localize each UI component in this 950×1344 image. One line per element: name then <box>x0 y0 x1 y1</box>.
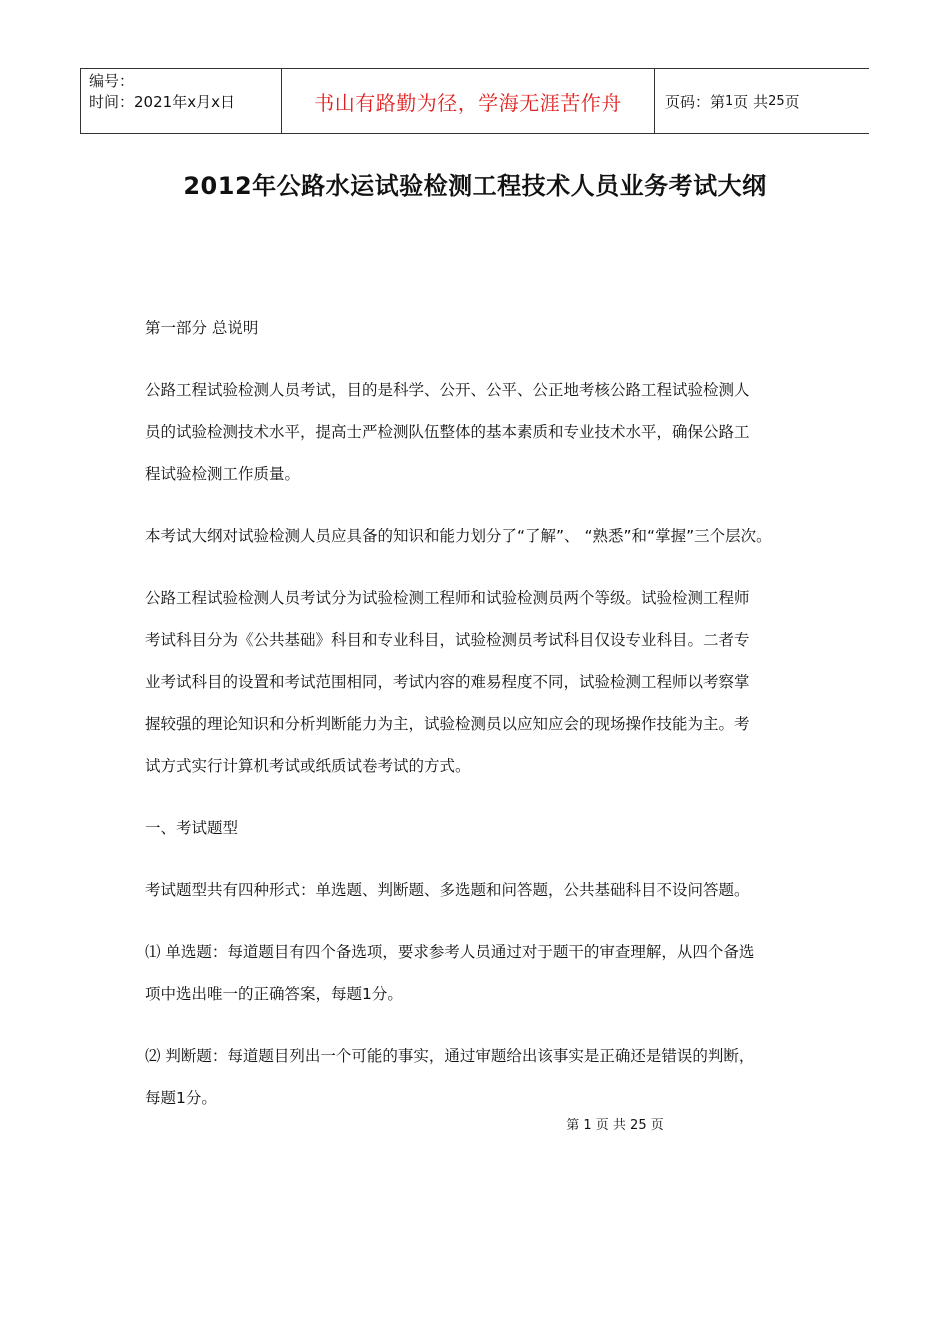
document-body <box>145 307 810 1119</box>
time-label: 时间： <box>89 93 135 111</box>
paragraph-line: 员的试验检测技术水平，提高士严检测队伍整体的基本素质和专业技术水平，确保公路工 <box>145 423 750 441</box>
page-footer <box>0 1114 950 1133</box>
paragraph-line: 业考试科目的设置和考试范围相同，考试内容的难易程度不同，试验检测工程师以考察掌 <box>145 673 750 691</box>
page-label: 页码：第 <box>665 92 726 111</box>
code-label: 编号： <box>89 72 135 90</box>
header-page-cell <box>655 69 869 133</box>
document-header-table <box>80 68 869 134</box>
section-heading: 第一部分 总说明 <box>145 319 259 337</box>
paragraph-line: 公路工程试验检测人员考试，目的是科学、公开、公平、公正地考核公路工程试验检测人 <box>145 381 750 399</box>
paragraph-line: 试方式实行计算机考试或纸质试卷考试的方式。 <box>145 757 471 775</box>
time-line <box>89 92 273 113</box>
paragraph-line: 考试科目分为《公共基础》科目和专业科目，试验检测员考试科目仅设专业科目。二者专 <box>145 631 750 649</box>
paragraph-line: 项中选出唯一的正确答案，每题1分。 <box>145 985 403 1003</box>
paragraph-line: 每题1分。 <box>145 1089 217 1107</box>
footer-page-text: 第 1 页 共 25 页 <box>566 1118 664 1133</box>
paragraph-line: ⑵ 判断题：每道题目列出一个可能的事实，通过审题给出该事实是正确还是错误的判断， <box>145 1047 755 1065</box>
time-rest: 年x月x日 <box>172 93 235 111</box>
page-current: 1 <box>725 93 734 109</box>
paragraph-line: 公路工程试验检测人员考试分为试验检测工程师和试验检测员两个等级。试验检测工程师 <box>145 589 750 607</box>
time-year: 2021 <box>134 93 173 111</box>
header-motto-cell <box>282 69 655 133</box>
document-title: 2012年公路水运试验检测工程技术人员业务考试大纲 <box>183 172 767 200</box>
paragraph-line: 程试验检测工作质量。 <box>145 465 301 483</box>
subsection-heading: 一、考试题型 <box>145 819 239 837</box>
motto-text: 书山有路勤为径，学海无涯苦作舟 <box>314 90 622 115</box>
paragraph-line: ⑴ 单选题：每道题目有四个备选项，要求参考人员通过对于题干的审查理解，从四个备选 <box>145 943 755 961</box>
page-end: 页 <box>784 92 800 111</box>
paragraph-line: 握较强的理论知识和分析判断能力为主，试验检测员以应知应会的现场操作技能为主。考 <box>145 715 750 733</box>
page-mid: 页 共 <box>733 92 769 111</box>
paragraph-line: 本考试大纲对试验检测人员应具备的知识和能力划分了“了解”、 “熟悉”和“掌握”三个层次。 <box>145 527 772 545</box>
page-total: 25 <box>768 93 785 109</box>
header-meta-cell <box>81 69 282 133</box>
paragraph-line: 考试题型共有四种形式：单选题、判断题、多选题和问答题，公共基础科目不设问答题。 <box>145 881 750 899</box>
